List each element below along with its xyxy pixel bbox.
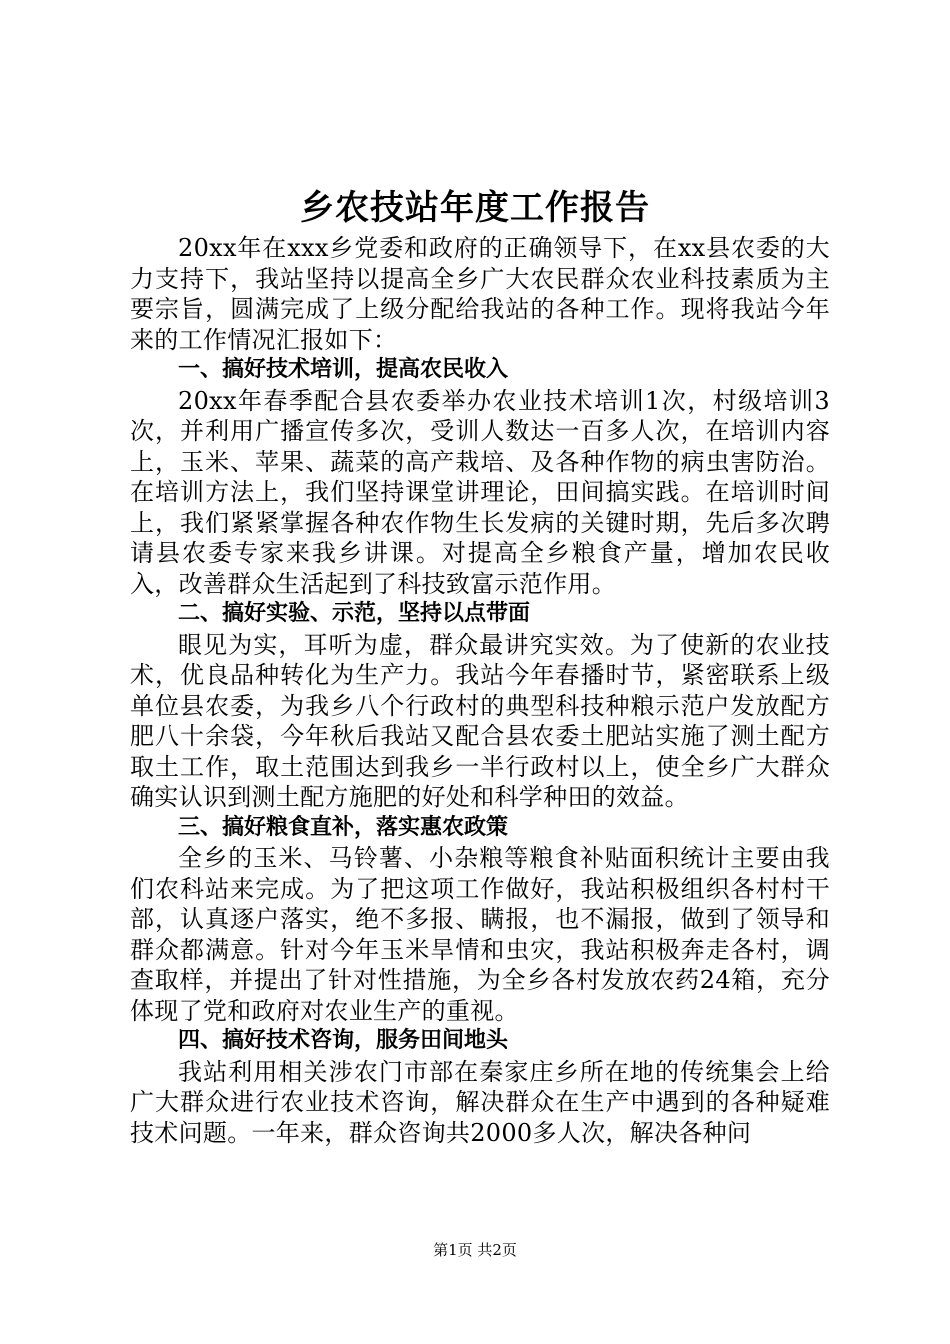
document-body <box>130 233 830 1148</box>
section-paragraph-2: 眼见为实，耳听为虚，群众最讲究实效。为了使新的农业技术，优良品种转化为生产力。我站今年春播时节，紧密联系上级单位县农委，为我乡八个行政村的典型科技种粮示范户发放配方肥八十余袋，今年秋后我站又配合县农委土肥站实施了测土配方取土工作，取土范围达到我乡一半行政村以上，使全乡广大群众确实认识到测土配方施肥的好处和科学种田的效益。 <box>130 630 830 811</box>
intro-paragraph: 20xx年在xxx乡党委和政府的正确领导下，在xx县农委的大力支持下，我站坚持以提高全乡广大农民群众农业科技素质为主要宗旨，圆满完成了上级分配给我站的各种工作。现将我站今年来的工作情况汇报如下： <box>130 234 830 354</box>
page-footer: 第1页 共2页 <box>433 1241 517 1259</box>
section-heading-2: 二、搞好实验、示范，坚持以点带面 <box>178 601 531 626</box>
section-paragraph-4: 我站利用相关涉农门市部在秦家庄乡所在地的传统集会上给广大群众进行农业技术咨询，解决群众在生产中遇到的各种疑难技术问题。一年来，群众咨询共2000多人次，解决各种问 <box>130 1057 830 1147</box>
section-heading-4: 四、搞好技术咨询，服务田间地头 <box>178 1028 509 1053</box>
section-heading-1: 一、搞好技术培训，提高农民收入 <box>178 357 509 382</box>
section-paragraph-1: 20xx年春季配合县农委举办农业技术培训1次，村级培训3次，并利用广播宣传多次，受训人数达一百多人次，在培训内容上，玉米、苹果、蔬菜的高产栽培、及各种作物的病虫害防治。在培训方法上，我们坚持课堂讲理论，田间搞实践。在培训时间上，我们紧紧掌握各种农作物生长发病的关键时期，先后多次聘请县农委专家来我乡讲课。对提高全乡粮食产量，增加农民收入，改善群众生活起到了科技致富示范作用。 <box>130 386 830 598</box>
section-paragraph-3: 全乡的玉米、马铃薯、小杂粮等粮食补贴面积统计主要由我们农科站来完成。为了把这项工作做好，我站积极组织各村村干部，认真逐户落实，绝不多报、瞒报，也不漏报，做到了领导和群众都满意。针对今年玉米旱情和虫灾，我站积极奔走各村，调查取样，并提出了针对性措施，为全乡各村发放农药24箱，充分体现了党和政府对农业生产的重视。 <box>130 844 830 1025</box>
document-title: 乡农技站年度工作报告 <box>300 188 650 228</box>
section-heading-3: 三、搞好粮食直补，落实惠农政策 <box>178 814 509 840</box>
